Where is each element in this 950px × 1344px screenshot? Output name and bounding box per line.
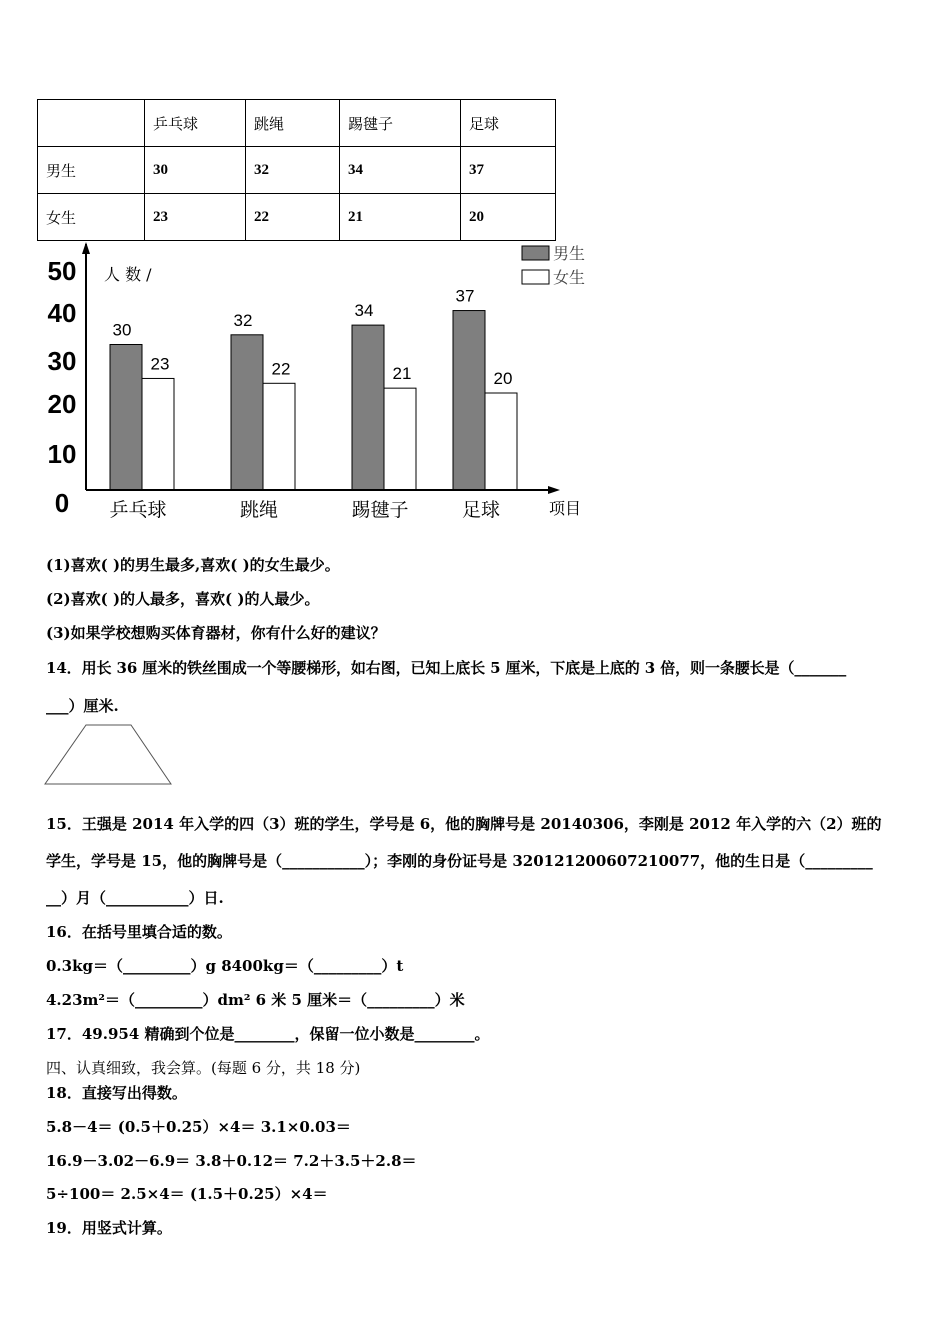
question-13-2: (2)喜欢( )的人最多，喜欢( )的人最少。 (46, 590, 320, 608)
table-header-cell: 踢毽子 (340, 100, 461, 147)
table-row (38, 194, 556, 241)
data-table (37, 99, 556, 241)
table-cell: 20 (461, 194, 556, 241)
table-cell: 32 (246, 147, 340, 194)
table-header-cell: 跳绳 (246, 100, 340, 147)
question-13-1: (1)喜欢( )的男生最多,喜欢( )的女生最少。 (46, 556, 340, 574)
y-axis-title: 人 数 / (104, 265, 152, 284)
table-header-cell (38, 100, 145, 147)
y-tick-label: 20 (47, 389, 77, 419)
bar-boys (231, 335, 263, 490)
y-axis-arrow (82, 242, 90, 254)
data-label: 37 (455, 286, 475, 306)
legend-swatch (522, 270, 549, 284)
table-row (38, 147, 556, 194)
bar-girls (384, 388, 416, 490)
question-16-b: 4.23m²＝（_________）dm² 6 米 5 厘米＝（_________）米 (46, 991, 465, 1009)
question-16: 16．在括号里填合适的数。 (46, 923, 232, 941)
y-tick-label: 30 (47, 346, 77, 376)
bar-boys (352, 325, 384, 490)
x-tick-label: 跳绳 (239, 499, 279, 521)
bar-chart (30, 240, 600, 530)
question-15-continued: 学生，学号是 15，他的胸牌号是（___________）；李刚的身份证号是 320121200607210077，他的生日是（_________ (46, 852, 873, 870)
row-label: 男生 (38, 147, 145, 194)
table-cell: 37 (461, 147, 556, 194)
question-17: 17．49.954 精确到个位是________，保留一位小数是________。 (46, 1025, 490, 1043)
y-tick-label: 50 (47, 256, 77, 286)
table-cell: 22 (246, 194, 340, 241)
x-tick-label: 乒乓球 (109, 499, 167, 521)
question-13-3: (3)如果学校想购买体育器材，你有什么好的建议？ (46, 624, 386, 642)
y-tick-label: 10 (47, 439, 77, 469)
x-tick-label: 足球 (461, 499, 501, 521)
table-header-cell: 乒乓球 (145, 100, 246, 147)
table-header-cell: 足球 (461, 100, 556, 147)
legend-label: 男生 (553, 244, 586, 263)
data-label: 34 (354, 301, 374, 321)
legend-swatch (522, 246, 549, 260)
y-tick-label: 0 (54, 488, 70, 518)
trapezoid-figure (44, 724, 174, 786)
question-14: 14．用长 36 厘米的铁丝围成一个等腰梯形，如右图，已知上底长 5 厘米，下底是上底的 3 倍，则一条腰长是（_______ (46, 659, 847, 677)
data-label: 23 (150, 354, 170, 374)
bar-girls (485, 393, 517, 490)
bar-girls (263, 383, 295, 490)
bar-boys (110, 345, 142, 491)
table-header-row (38, 100, 556, 147)
section-four-heading: 四、认真细致，我会算。(每题 6 分，共 18 分) (46, 1059, 361, 1077)
question-18-a: 5.8－4＝ (0.5＋0.25）×4＝ 3.1×0.03＝ (46, 1118, 351, 1136)
data-label: 30 (112, 320, 132, 340)
y-tick-label: 40 (47, 298, 77, 328)
x-tick-label: 踢毽子 (351, 499, 409, 521)
question-16-a: 0.3kg＝（_________）g 8400kg＝（_________）t (46, 957, 404, 975)
question-15: 15．王强是 2014 年入学的四（3）班的学生，学号是 6，他的胸牌号是 20140306，李刚是 2012 年入学的六（2）班的 (46, 815, 882, 833)
x-axis-title: 项目 (549, 499, 582, 518)
data-label: 20 (493, 369, 513, 388)
data-label: 21 (392, 364, 412, 384)
legend-label: 女生 (553, 268, 586, 287)
table-cell: 21 (340, 194, 461, 241)
question-19: 19．用竖式计算。 (46, 1219, 172, 1237)
question-15-continued-2: __）月（___________）日. (46, 889, 224, 907)
table-cell: 34 (340, 147, 461, 194)
bar-boys (453, 311, 485, 490)
row-label: 女生 (38, 194, 145, 241)
bar-girls (142, 378, 174, 490)
question-18-c: 5÷100＝ 2.5×4＝ (1.5＋0.25）×4＝ (46, 1185, 328, 1203)
data-label: 32 (233, 310, 253, 330)
question-14-continued: ___）厘米. (46, 697, 119, 715)
question-18-b: 16.9－3.02－6.9＝ 3.8＋0.12＝ 7.2＋3.5＋2.8＝ (46, 1152, 417, 1170)
data-label: 22 (271, 359, 291, 379)
question-18: 18．直接写出得数。 (46, 1084, 187, 1102)
table-cell: 23 (145, 194, 246, 241)
x-axis-arrow (548, 486, 560, 494)
table-cell: 30 (145, 147, 246, 194)
